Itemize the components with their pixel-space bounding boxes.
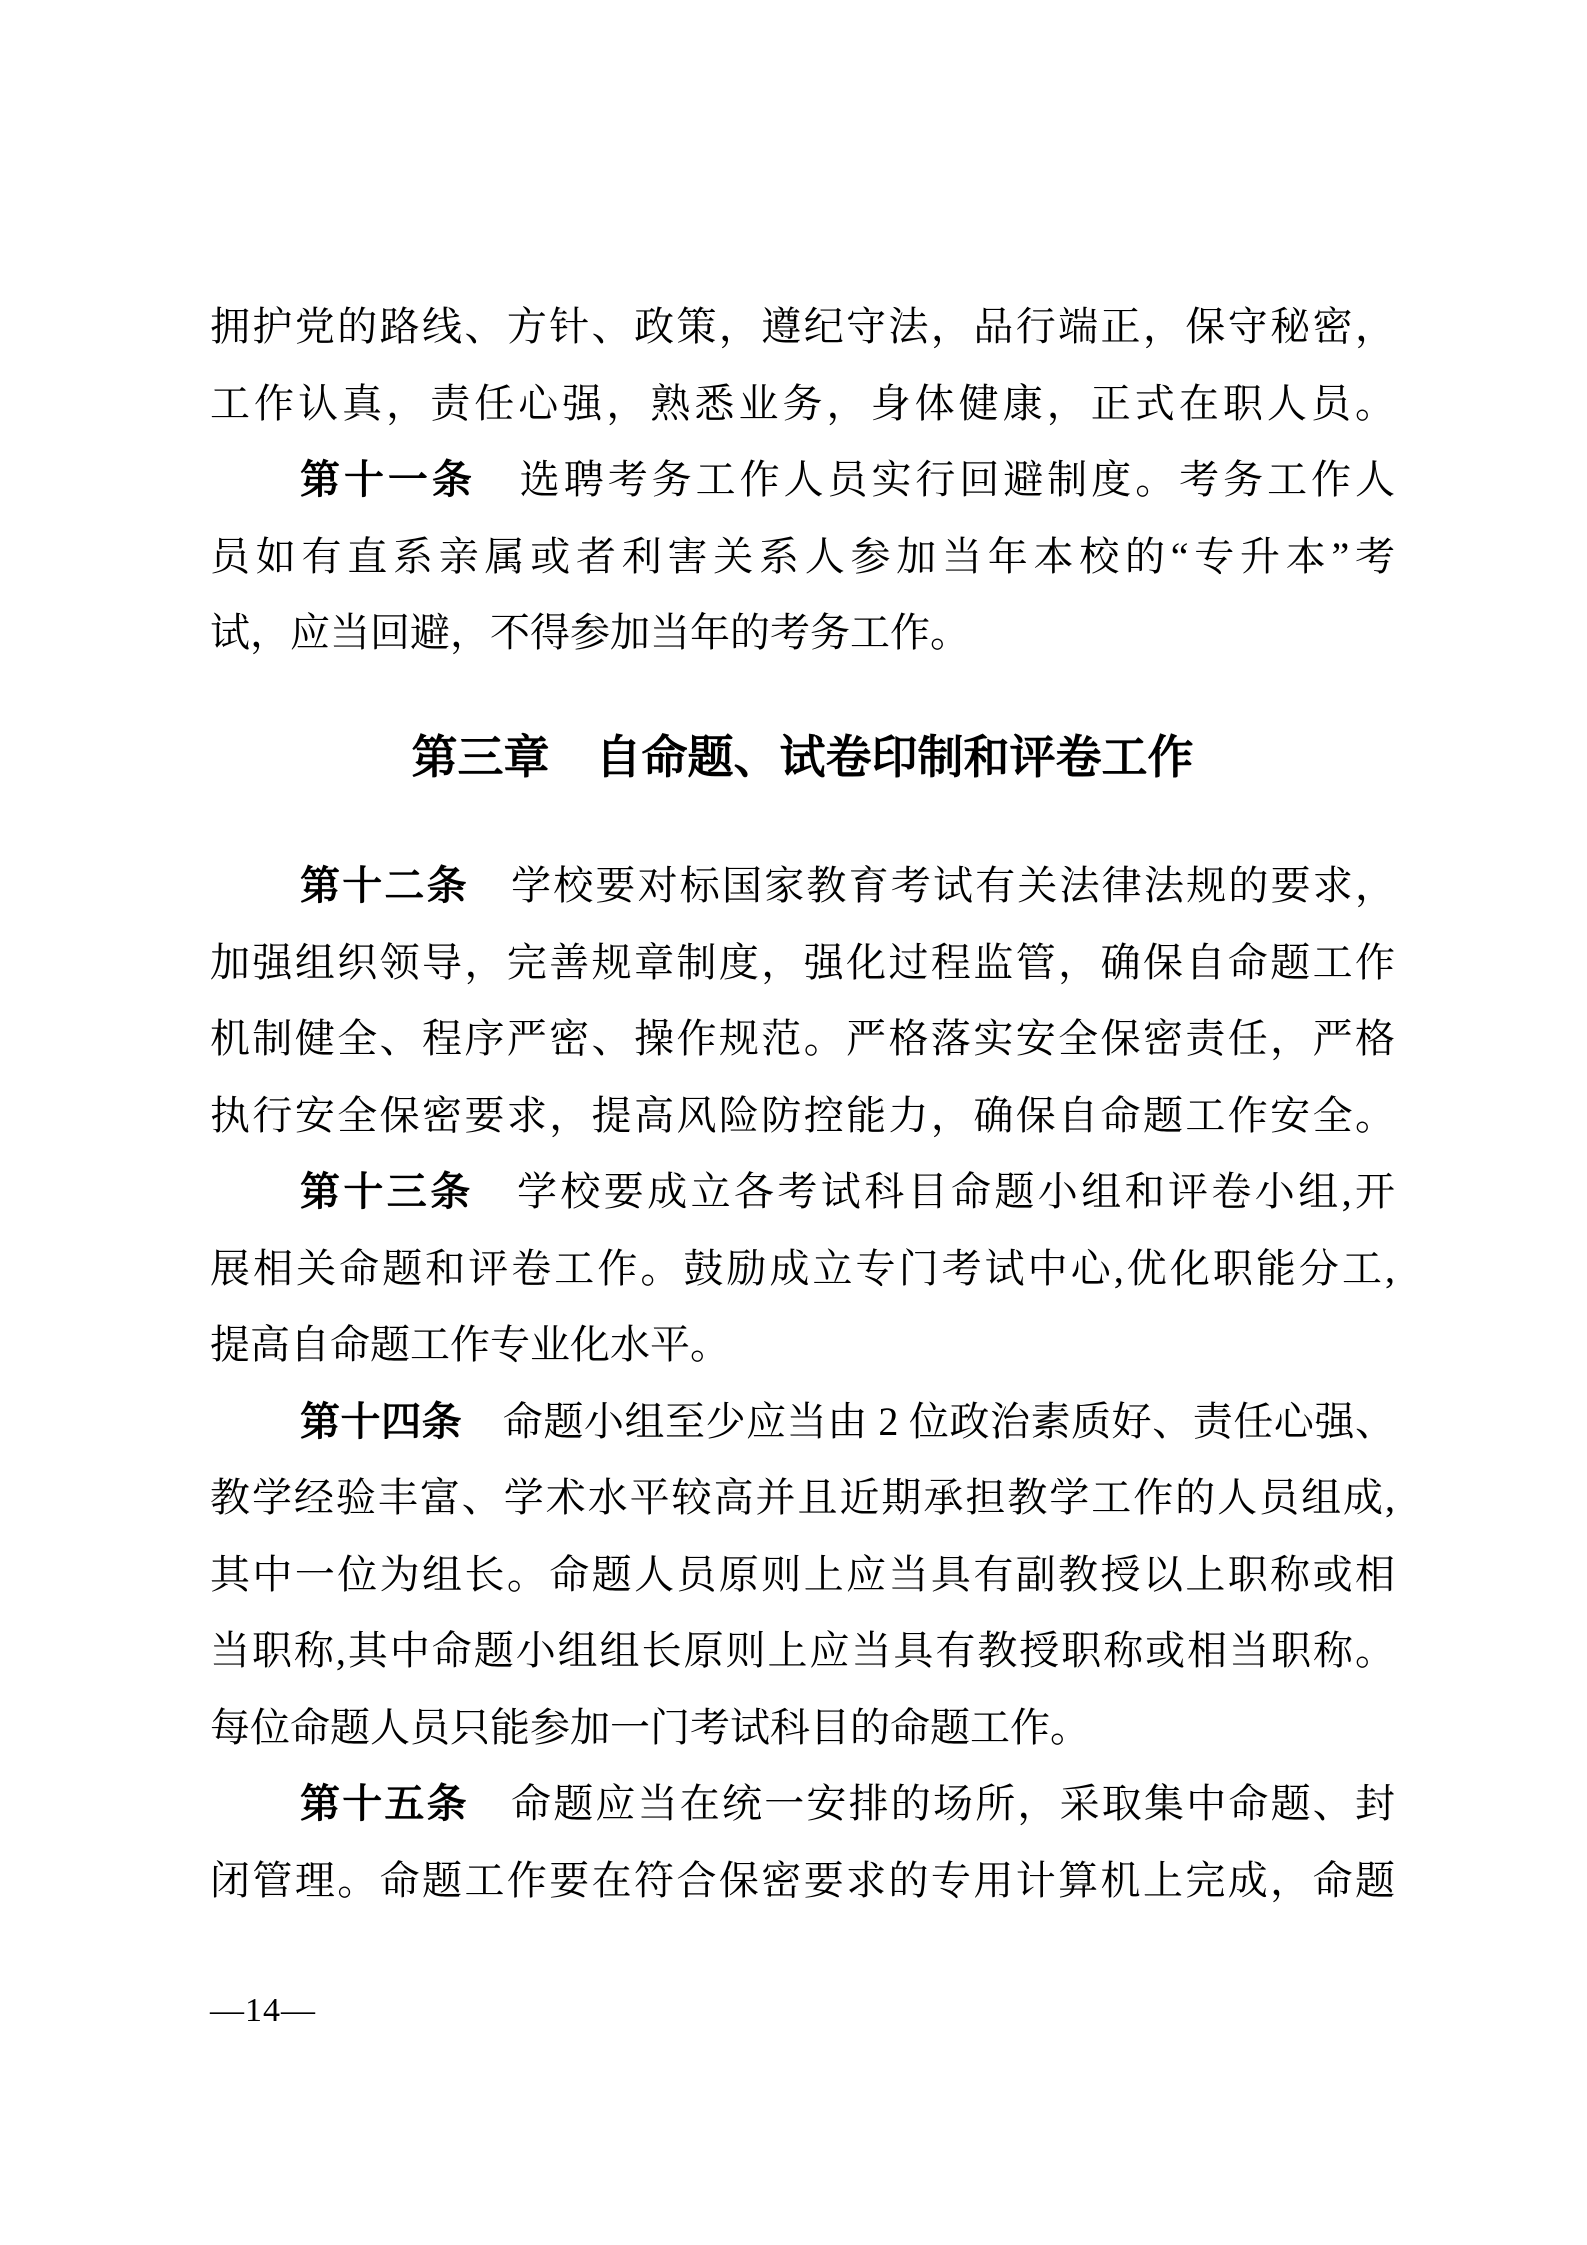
clause-number: 第十一条 xyxy=(300,457,476,502)
line-text: 闭管理。命题工作要在符合保密要求的专用计算机上完成，命题 xyxy=(210,1857,1395,1903)
line-text: 展相关命题和评卷工作。鼓励成立专门考试中心,优化职能分工, xyxy=(210,1245,1395,1291)
line-text: 试，应当回避，不得参加当年的考务工作。 xyxy=(210,610,970,655)
line-text: 命题小组至少应当由 2 位政治素质好、责任心强、 xyxy=(462,1398,1396,1444)
line-text: 员如有直系亲属或者利害关系人参加当年本校的“专升本”考 xyxy=(210,533,1395,579)
text-line xyxy=(210,1843,1395,1920)
text-line xyxy=(210,1460,1395,1537)
text-line xyxy=(210,925,1395,1002)
page-number: —14— xyxy=(210,1992,316,2029)
line-text: 其中一位为组长。命题人员原则上应当具有副教授以上职称或相 xyxy=(210,1551,1395,1597)
clause-line xyxy=(210,1384,1395,1461)
text-line xyxy=(210,519,1395,596)
chapter-heading: 第三章 自命题、试卷印制和评卷工作 xyxy=(411,730,1194,783)
clause-line xyxy=(210,1766,1395,1843)
line-text: 命题应当在统一安排的场所，采取集中命题、封 xyxy=(468,1781,1396,1826)
line-text: 拥护党的路线、方针、政策，遵纪守法，品行端正，保守秘密， xyxy=(210,304,1395,349)
line-text: 选聘考务工作人员实行回避制度。考务工作人 xyxy=(475,457,1396,502)
text-line xyxy=(210,289,1395,366)
line-text: 提高自命题工作专业化水平。 xyxy=(210,1322,730,1367)
line-text: 教学经验丰富、学术水平较高并且近期承担教学工作的人员组成, xyxy=(210,1475,1395,1520)
text-line xyxy=(210,1690,1395,1767)
document-body xyxy=(210,289,1395,1919)
line-text: 工作认真，责任心强，熟悉业务，身体健康，正式在职人员。 xyxy=(210,380,1395,426)
text-line xyxy=(210,1613,1395,1690)
clause-line xyxy=(210,442,1395,519)
clause-number: 第十四条 xyxy=(300,1398,463,1444)
clause-line xyxy=(210,848,1395,925)
line-text: 学校要成立各考试科目命题小组和评卷小组,开 xyxy=(473,1169,1396,1214)
line-text: 机制健全、程序严密、操作规范。严格落实安全保密责任，严格 xyxy=(210,1016,1395,1061)
text-line xyxy=(210,1001,1395,1078)
text-line xyxy=(210,1307,1395,1384)
clause-number: 第十五条 xyxy=(300,1781,469,1826)
line-text: 执行安全保密要求，提高风险防控能力，确保自命题工作安全。 xyxy=(210,1092,1395,1138)
text-line xyxy=(210,595,1395,672)
line-text: 学校要对标国家教育考试有关法律法规的要求， xyxy=(468,863,1396,908)
line-text: 每位命题人员只能参加一门考试科目的命题工作。 xyxy=(210,1704,1090,1750)
clause-number: 第十二条 xyxy=(300,863,469,908)
clause-line xyxy=(210,1154,1395,1231)
line-text: 当职称,其中命题小组组长原则上应当具有教授职称或相当职称。 xyxy=(210,1628,1395,1673)
line-text: 加强组织领导，完善规章制度，强化过程监管，确保自命题工作 xyxy=(210,939,1395,985)
clause-number: 第十三条 xyxy=(300,1169,474,1214)
text-line xyxy=(210,366,1395,443)
text-line xyxy=(210,1078,1395,1155)
text-line xyxy=(210,1231,1395,1308)
text-line xyxy=(210,1537,1395,1614)
